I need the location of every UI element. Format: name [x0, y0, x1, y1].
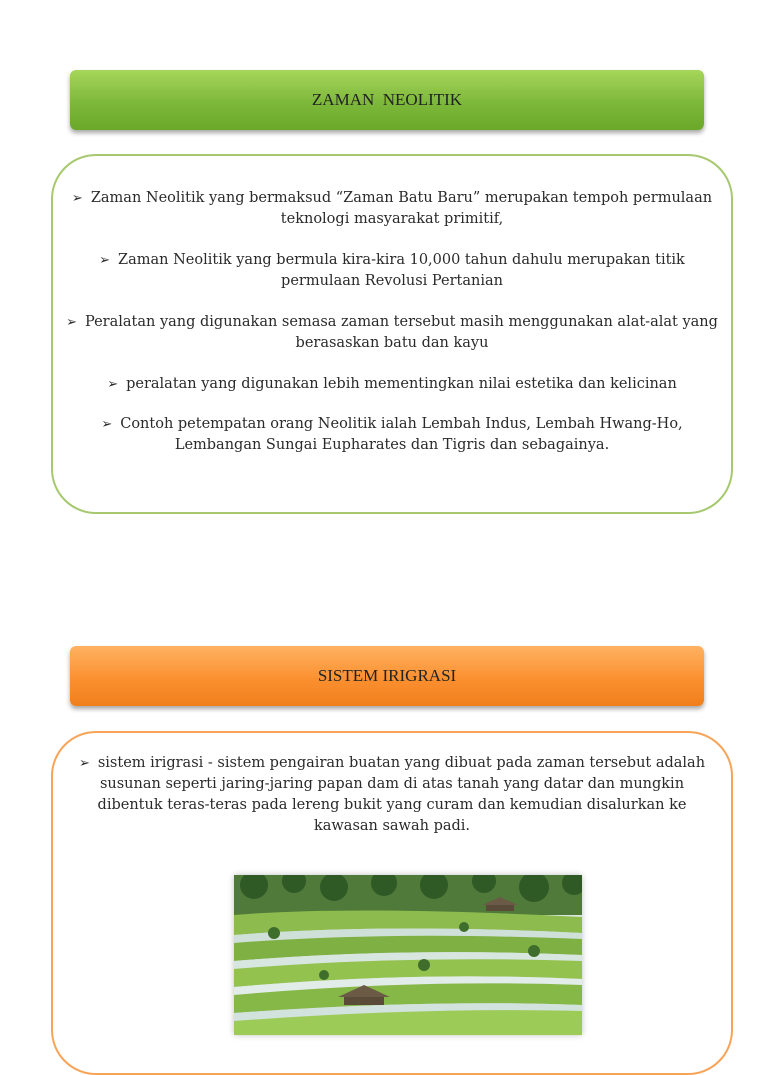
- section-title: ZAMAN NEOLITIK: [311, 90, 463, 109]
- bullet-item: [53, 312, 731, 354]
- arrowhead-bullet-icon: ➢: [101, 417, 113, 432]
- arrowhead-bullet-icon: ➢: [71, 191, 83, 206]
- bullet-text-line: sistem irigrasi - sistem pengairan buatan yang dibuat pada zaman tersebut adalah: [97, 755, 706, 771]
- arrowhead-bullet-icon: ➢: [78, 756, 90, 771]
- bullet-text-line: Zaman Neolitik yang bermula kira-kira 10,000 tahun dahulu merupakan titik: [118, 252, 685, 268]
- bullet-item: [53, 414, 731, 456]
- section-header-irigrasi: [70, 646, 704, 706]
- bullet-item: [53, 753, 731, 837]
- bullet-text-line: Lembangan Sungai Eupharates dan Tigris dan sebagainya.: [174, 437, 610, 453]
- bullet-text-line: Peralatan yang digunakan semasa zaman tersebut masih menggunakan alat-alat yang: [84, 314, 718, 330]
- bullet-text-line: Zaman Neolitik yang bermaksud “Zaman Batu Baru” merupakan tempoh permulaan: [90, 190, 713, 206]
- bullet-text-line: kawasan sawah padi.: [313, 818, 471, 834]
- rice-terrace-photo: [234, 875, 582, 1035]
- bullet-text-line: susunan seperti jaring-jaring papan dam di atas tanah yang datar dan mungkin: [99, 776, 685, 792]
- bullet-text-line: teknologi masyarakat primitif,: [280, 211, 504, 227]
- bullet-item: [53, 188, 731, 230]
- bullet-text-line: berasaskan batu dan kayu: [295, 335, 489, 351]
- arrowhead-bullet-icon: ➢: [107, 377, 119, 392]
- bullet-text-line: Contoh petempatan orang Neolitik ialah Lembah Indus, Lembah Hwang-Ho,: [120, 416, 683, 432]
- bullet-text-line: dibentuk teras-teras pada lereng bukit yang curam dan kemudian disalurkan ke: [97, 797, 687, 813]
- bullet-text-line: permulaan Revolusi Pertanian: [281, 273, 503, 289]
- rice-terrace-illustration: [234, 875, 582, 1035]
- arrowhead-bullet-icon: ➢: [66, 315, 77, 330]
- section-header-neolitik: [70, 70, 704, 130]
- bullet-item: [53, 250, 731, 292]
- arrowhead-bullet-icon: ➢: [99, 253, 111, 268]
- section-title: SISTEM IRIGRASI: [317, 666, 457, 685]
- neolitik-content-box: [51, 154, 733, 514]
- bullet-item: [53, 374, 731, 395]
- bullet-text-line: peralatan yang digunakan lebih mementingkan nilai estetika dan kelicinan: [126, 376, 677, 392]
